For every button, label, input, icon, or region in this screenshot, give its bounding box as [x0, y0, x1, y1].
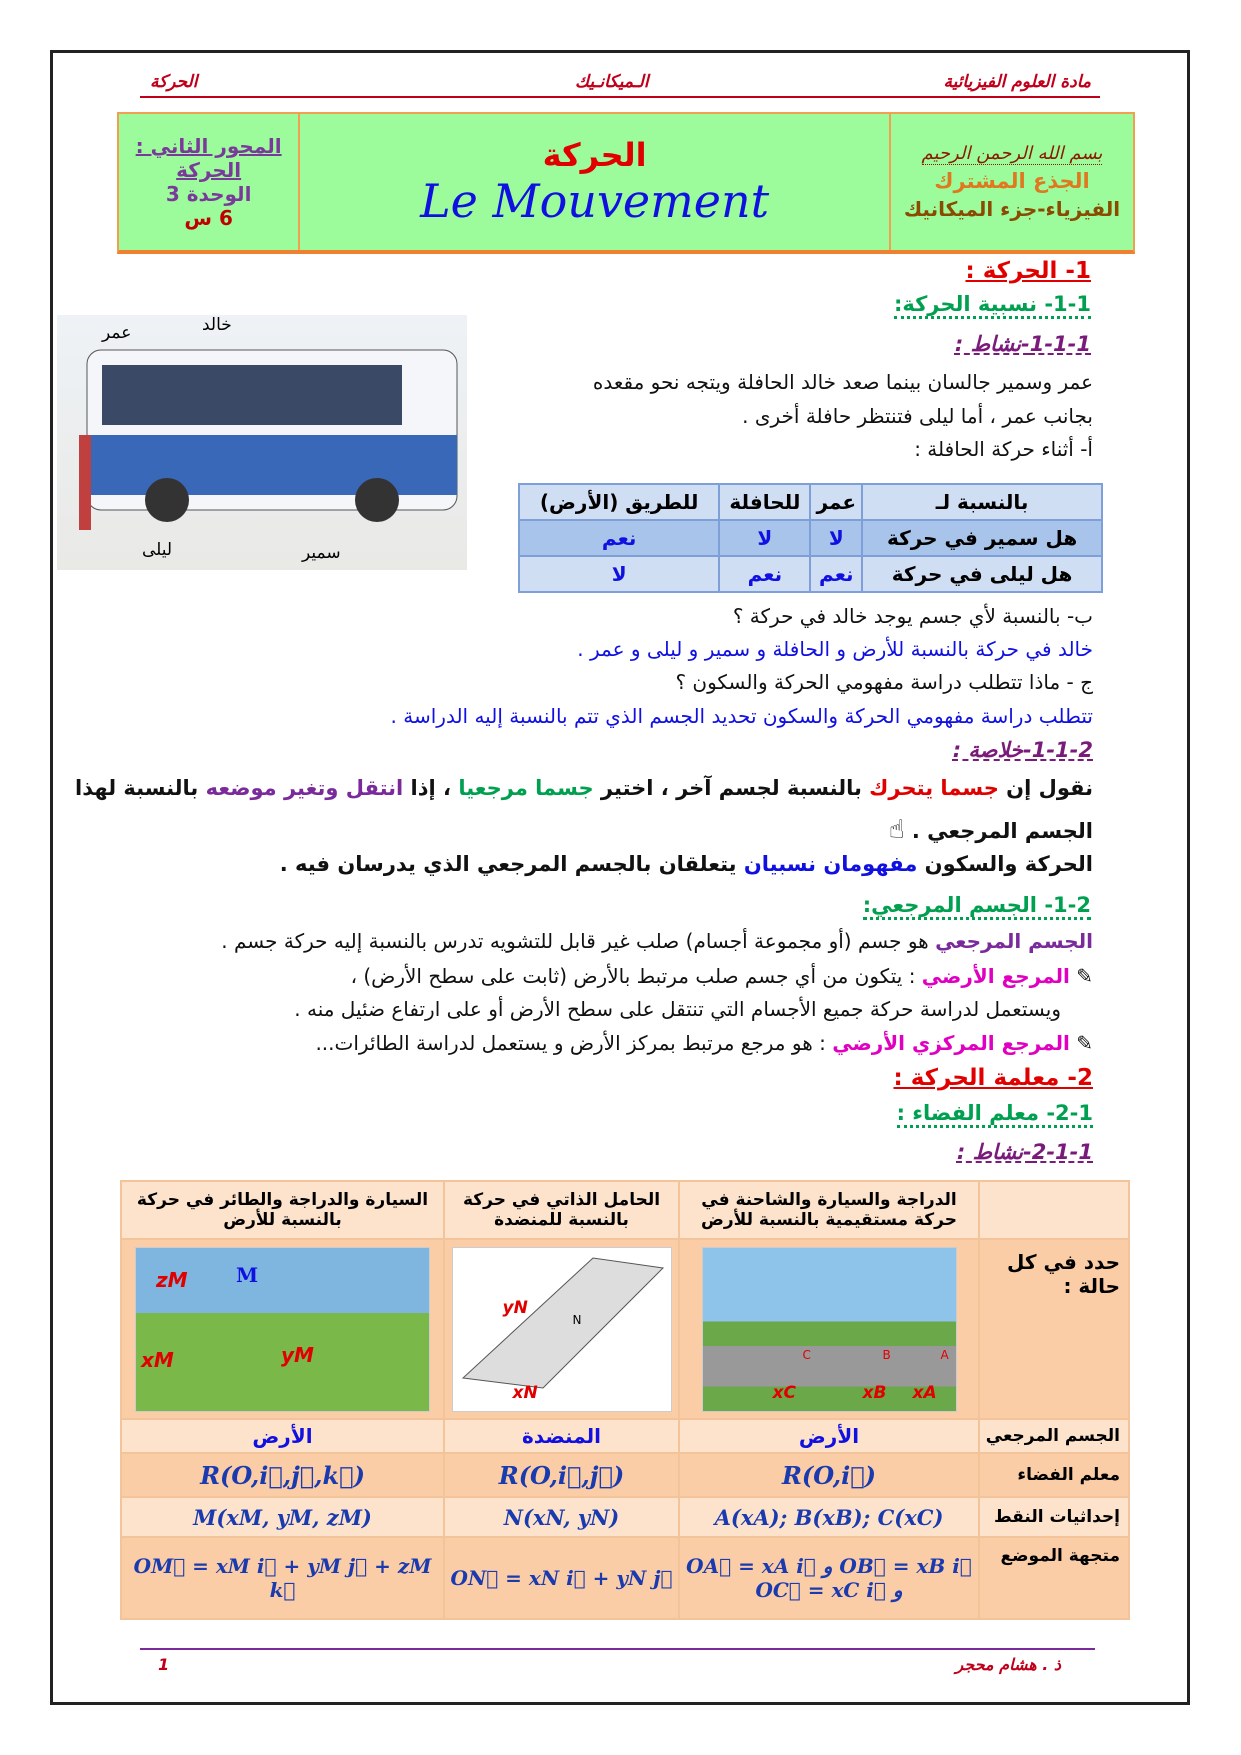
- term: الجسم المرجعي: [935, 929, 1093, 953]
- table-row: [121, 1453, 1129, 1497]
- highlight: جسما مرجعيا: [458, 776, 594, 800]
- section-1-2-heading: 1-2- الجسم المرجعي:: [863, 893, 1091, 920]
- cell: OM⃗ = xM i⃗ + yM j⃗ + zM k⃗: [121, 1537, 444, 1619]
- page-number: 1: [158, 1655, 170, 1674]
- fig-label: xM: [141, 1347, 174, 1372]
- table-row: [121, 1537, 1129, 1619]
- table-row: [121, 1497, 1129, 1537]
- header-subject: مادة العلوم الفيزيائية: [943, 72, 1091, 92]
- text: بالنسبة لجسم آخر ، اختير: [593, 776, 870, 800]
- figure-3d: [121, 1239, 444, 1419]
- section-2-1-heading: 2-1- معلم الفضاء :: [897, 1101, 1093, 1128]
- fig-label: xA: [912, 1382, 937, 1403]
- fig-label: xC: [772, 1382, 796, 1403]
- header-cell: الدراجة والسيارة والشاحنة في حركة مستقيمية بالنسبة للأرض: [679, 1181, 979, 1239]
- cell: نعم: [810, 556, 862, 592]
- table-row: [519, 520, 1102, 556]
- row-label: إحداثيات النقط: [979, 1497, 1129, 1537]
- section-2-heading: 2- معلمة الحركة :: [893, 1065, 1093, 1091]
- pencil-icon: ✎: [1069, 964, 1093, 988]
- highlight: انتقل وتغير موضعه: [205, 776, 404, 800]
- table-header-row: [121, 1181, 1129, 1239]
- prompt: حدد في كل حالة :: [979, 1239, 1129, 1419]
- cell: OB⃗ = xB i⃗ و OA⃗ = xA i⃗ و OC⃗ = xC i⃗: [679, 1537, 979, 1619]
- cell: نعم: [519, 520, 719, 556]
- text: بالنسبة لهذا: [75, 776, 206, 800]
- figure-2d: [444, 1239, 679, 1419]
- row-label: متجهة الموضع: [979, 1537, 1129, 1619]
- answer-b: خالد في حركة بالنسبة للأرض و الحافلة و سمير و ليلى و عمر .: [577, 637, 1093, 661]
- text: يتعلقان بالجسم المرجعي الذي يدرسان فيه .: [279, 852, 744, 876]
- header-cell: الحامل الذاتي في حركة بالنسبة للمنضدة: [444, 1181, 679, 1239]
- activity-heading: 1-1-1-نشاط :: [954, 332, 1091, 356]
- fig-label: A: [940, 1347, 949, 1362]
- cell: المنضدة: [444, 1419, 679, 1453]
- fig-label: xN: [512, 1382, 538, 1403]
- section-1-heading: 1- الحركة :: [965, 258, 1091, 284]
- definition-3: [315, 1031, 1093, 1055]
- unit: الوحدة 3: [165, 182, 252, 206]
- figures-row: [121, 1239, 1129, 1419]
- cell: لا: [519, 556, 719, 592]
- header-chapter: الحركة: [150, 72, 198, 92]
- label-samir: سمير: [302, 543, 341, 563]
- activity-text-1: عمر وسمير جالسان بينما صعد خالد الحافلة ويتجه نحو مقعده: [592, 370, 1093, 394]
- cell: نعم: [719, 556, 810, 592]
- pencil-icon: ✎: [1069, 1031, 1093, 1055]
- text: ، إذا: [403, 776, 459, 800]
- text: : هو مرجع مرتبط بمركز الأرض و يستعمل لدراسة الطائرات...: [315, 1031, 833, 1055]
- term: المرجع المركزي الأرضي: [832, 1031, 1070, 1055]
- text: : يتكون من أي جسم صلب مرتبط بالأرض (ثابت على سطح الأرض) ،: [350, 964, 922, 988]
- cell: ON⃗ = xN i⃗ + yN j⃗: [444, 1537, 679, 1619]
- axis-name: الحركة: [176, 158, 242, 182]
- question-c: ج - ماذا تتطلب دراسة مفهومي الحركة والسكون ؟: [675, 670, 1093, 694]
- row-label: معلم الفضاء: [979, 1453, 1129, 1497]
- hand-pointer-icon: ☝: [888, 815, 905, 845]
- cell: A(xA); B(xB); C(xC): [679, 1497, 979, 1537]
- cell: الأرض: [121, 1419, 444, 1453]
- definition-2: [351, 964, 1093, 988]
- highlight: جسما يتحرك: [869, 776, 999, 800]
- header-cell: للطريق (الأرض): [519, 484, 719, 520]
- fig-label: N: [572, 1312, 582, 1327]
- header-cell: السيارة والدراجة والطائر في حركة بالنسبة للأرض: [121, 1181, 444, 1239]
- question-b: ب- بالنسبة لأي جسم يوجد خالد في حركة ؟: [732, 604, 1093, 628]
- cell: لا: [719, 520, 810, 556]
- activity-text-2: بجانب عمر ، أما ليلى فتنتظر حافلة أخرى .: [742, 404, 1093, 428]
- cell: لا: [810, 520, 862, 556]
- header-divider: [140, 96, 1100, 98]
- cell: M(xM, yM, zM): [121, 1497, 444, 1537]
- title-fr: Le Mouvement: [420, 174, 770, 228]
- highlight: مفهومان نسبيان: [743, 852, 918, 876]
- cell: R(O,i⃗): [679, 1453, 979, 1497]
- fig-label: C: [802, 1347, 811, 1362]
- header-cell: عمر: [810, 484, 862, 520]
- header-domain: الـميكانـيك: [575, 72, 649, 92]
- cell: R(O,i⃗,j⃗): [444, 1453, 679, 1497]
- table-row: [121, 1419, 1129, 1453]
- title-ar: الحركة: [542, 136, 647, 174]
- summary-heading: 1-1-2-خلاصة :: [952, 738, 1093, 762]
- subject: الفيزياء-جزء الميكانيك: [903, 197, 1121, 221]
- term: المرجع الأرضي: [921, 964, 1070, 988]
- figure-1d: [679, 1239, 979, 1419]
- question-a: أ- أثناء حركة الحافلة :: [914, 437, 1093, 461]
- cell: الأرض: [679, 1419, 979, 1453]
- answer-c: تتطلب دراسة مفهومي الحركة والسكون تحديد الجسم الذي تتم بالنسبة إليه الدراسة .: [390, 704, 1093, 728]
- fig-label: M: [236, 1262, 259, 1287]
- bus-illustration: [57, 315, 467, 570]
- section-1-1-heading: 1-1- نسبية الحركة:: [894, 292, 1091, 319]
- fig-label: B: [882, 1347, 891, 1362]
- hours: 6 س: [184, 206, 233, 230]
- title-box: [117, 112, 1135, 254]
- fig-label: xB: [862, 1382, 887, 1403]
- motion-table: [518, 483, 1103, 593]
- axis: المحور الثاني :: [135, 134, 282, 158]
- cell: R(O,i⃗,j⃗,k⃗): [121, 1453, 444, 1497]
- row-label: هل ليلى في حركة: [862, 556, 1102, 592]
- definition-2-cont: ويستعمل لدراسة حركة جميع الأجسام التي تنتقل على سطح الأرض أو على ارتفاع ضئيل منه .: [294, 997, 1061, 1021]
- text: هو جسم (أو مجموعة أجسام) صلب غير قابل للتشويه تدرس بالنسبة إليه حركة جسم .: [221, 929, 936, 953]
- text: الجسم المرجعي .: [911, 819, 1093, 843]
- level: الجذع المشترك: [934, 169, 1090, 193]
- header-cell: للحافلة: [719, 484, 810, 520]
- table-row: [519, 556, 1102, 592]
- cell: N(xN, yN): [444, 1497, 679, 1537]
- text: نقول إن: [998, 776, 1093, 800]
- fig-label: yN: [502, 1297, 528, 1318]
- summary-line-2: [889, 815, 1093, 845]
- footer-author: ذ . هشام محجر: [955, 1655, 1061, 1674]
- header-cell: بالنسبة لـ: [862, 484, 1102, 520]
- table-header-row: [519, 484, 1102, 520]
- row-label: هل سمير في حركة: [862, 520, 1102, 556]
- label-khaled: خالد: [202, 315, 232, 335]
- text: الحركة والسكون: [917, 852, 1093, 876]
- summary-line-3: [280, 852, 1093, 876]
- row-label: الجسم المرجعي: [979, 1419, 1129, 1453]
- footer-divider: [140, 1648, 1095, 1650]
- fig-label: zM: [156, 1267, 188, 1292]
- basmala-logo: بسم الله الرحمن الرحيم: [921, 143, 1103, 164]
- frame-table: [120, 1180, 1130, 1620]
- summary-line-1: [75, 776, 1093, 800]
- activity-2-heading: 2-1-1-نشاط :: [956, 1140, 1093, 1164]
- label-omar: عمر: [102, 323, 132, 343]
- definition-1: [221, 929, 1093, 953]
- label-laila: ليلى: [142, 540, 173, 560]
- fig-label: yM: [281, 1342, 314, 1367]
